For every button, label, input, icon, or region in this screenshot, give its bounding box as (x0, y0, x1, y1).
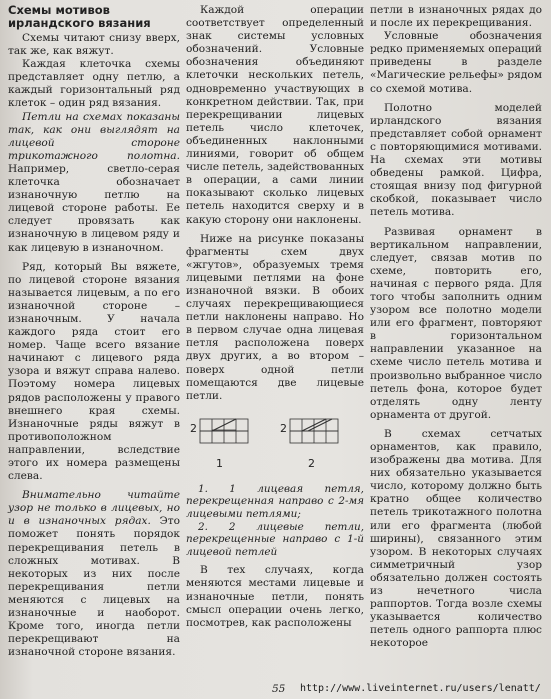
paragraph: В схемах сетчатых орнаментов, как правило, изображены два мотива. Для них обязательно указывается число, которому должно быть кратно общее количество петель трикотажного полотна или его фрагмента (любой ширины), связанного этим узором. В некоторых случаях симметричный узор обязательно должен состоять из нечетного числа раппортов. Тогда возле схемы указывается количество петель одного раппорта плюс некоторое (370, 427, 542, 650)
paragraph-text: Например, светло-серая клеточка обозначает изнаночную петлю на лицевой стороне работы. Ее следует провязать как изнаночную в лицевом ряду и как лицевую в изнаночном. (8, 162, 180, 254)
cable-chart-2 (290, 419, 338, 443)
paragraph: Каждая клеточка схемы представляет одну петлю, а каждый горизонтальный ряд клеток – один ряд вязания. (8, 58, 180, 110)
chart-figures (186, 409, 364, 479)
row-number-right: 2 (280, 421, 287, 435)
paragraph: Условные обозначения редко применяемых операций приведены в разделе «Магические рельефы» рядом со схемой мотива. (370, 30, 542, 95)
figure-number-1: 1 (216, 456, 223, 470)
column-2 (186, 4, 364, 630)
column-3 (370, 4, 542, 651)
paragraph: Ниже на рисунке показаны фрагменты схем двух «жгутов», образуемых тремя лицевыми петлями на фоне изнаночной вязки. В обоих случаях перекрещивающиеся петли наклонены направо. Но в первом случае одна лицевая петля расположена поверх двух других, а во втором – поверх одной петли помещаются две лицевые петли. (186, 232, 364, 402)
section-title-line-2: ирландского вязания (8, 16, 151, 30)
caption-item-1: 1. 1 лицевая петля, перекрещенная направо с 2-мя лицевыми петлями; (186, 482, 364, 520)
page-number: 55 (272, 683, 286, 695)
italic-emphasis: Петли на схемах показаны так, как они выглядят на лицевой стороне трикотажного полотна. (8, 110, 180, 162)
paragraph: Ряд, который Вы вяжете, по лицевой стороне вязания называется лицевым, а по его изнаночной стороне – изнаночным. У начала каждого ряда стоит его номер. Чаще всего вязание начинают с лицевого ряда узора и вяжут справа налево. Поэтому номера лицевых рядов расположены у правого внешнего края схемы. Изнаночные ряды вяжут в противоположном направлении, вследствие этого их номера размещены слева. (8, 260, 180, 483)
paragraph: В тех случаях, когда меняются местами лицевые и изнаночные петли, понять смысл операции очень легко, посмотрев, как расположены (186, 564, 364, 629)
paragraph (8, 489, 180, 659)
figure-number-2: 2 (308, 456, 315, 470)
paragraph (8, 111, 180, 255)
cable-chart-diagrams (186, 409, 364, 479)
figure-caption (186, 483, 364, 559)
paragraph: петли в изнаночных рядах до и после их перекрещивания. (370, 4, 542, 30)
paragraph: Развивая орнамент в вертикальном направлении, следует, связав мотив по схеме, повторить его, начиная с первого ряда. Для того чтобы заполнить одним узором все полотно модели или его фрагмент, повторяют в горизонтальном направлении указанное на схеме число петель мотива и произвольно выбранное число петель фона, которое будет отделять одну ленту орнамента от другой. (370, 225, 542, 421)
watermark-url: http://www.liveinternet.ru/users/lenatt/ (300, 683, 541, 694)
section-title-line-1: Схемы мотивов (8, 3, 110, 17)
italic-emphasis: Внимательно читайте узор не только в лицевых, но и в изнаночных рядах. (8, 489, 180, 528)
paragraph: Каждой операции соответствует определенный знак системы условных обозначений. Условные обозначения объединяют клеточки нескольких петель, одновременно участвующих в конкретном действии. Так, при перекрещивании лицевых петель число клеточек, объединенных наклонными линиями, говорит об общем числе петель, задействованных в операции, а сами линии показывают сколько лицевых петель находится сверху и в какую сторону они наклонены. (186, 4, 364, 226)
paragraph-text: Это поможет понять порядок перекрещивания петель в сложных мотивах. В некоторых из них после перекрещивания петли меняются с лицевых на изнаночные и наоборот. Кроме того, иногда петли перекрещивают на изнаночной стороне вязания. (8, 515, 181, 659)
section-title (8, 4, 180, 30)
cable-chart-1 (200, 419, 248, 443)
paragraph: Схемы читают снизу вверх, так же, как вяжут. (8, 32, 180, 58)
column-1 (8, 4, 180, 659)
paragraph: Полотно моделей ирландского вязания представляет собой орнамент с повторяющимися мотивами. На схемах эти мотивы обведены рамкой. Цифра, стоящая внизу под фигурной скобкой, показывает число петель мотива. (370, 101, 542, 219)
row-number-left: 2 (190, 421, 197, 435)
caption-item-2: 2. 2 лицевые петли, перекрещенные направо с 1-й лицевой петлей (186, 520, 364, 558)
